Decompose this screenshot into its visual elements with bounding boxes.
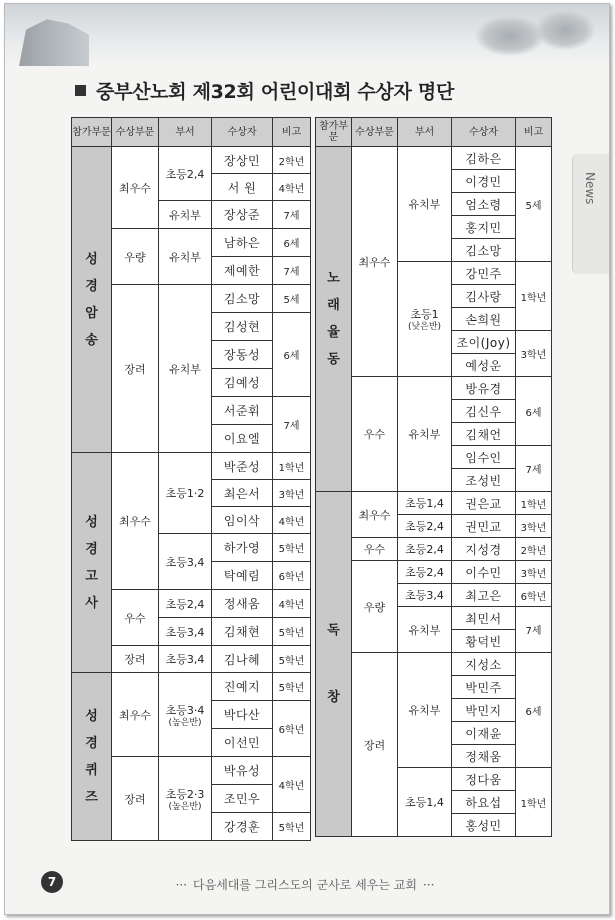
dept-cell: 유치부 [159,201,212,229]
header-category: 참가부문 [316,118,352,147]
winner-cell: 강경훈 [212,813,273,841]
winner-cell: 조성빈 [452,469,516,492]
dept-cell: 초등1·2 [159,453,212,534]
table-row [72,673,311,701]
winner-cell: 박민지 [452,699,516,722]
note-cell: 7세 [273,397,311,453]
dept-cell: 유치부 [159,229,212,285]
note-cell: 2학년 [273,147,311,174]
winner-cell: 진예지 [212,673,273,701]
winner-cell: 장상민 [212,147,273,174]
dept-cell: 초등1 (낮은반) [398,262,452,377]
page-title [75,77,454,104]
winner-cell: 김예성 [212,369,273,397]
note-cell: 7세 [273,201,311,229]
page [4,3,610,915]
note-cell: 4학년 [273,174,311,201]
award-cell: 장려 [112,757,159,841]
dept-cell: 초등2,4 [398,515,452,538]
note-cell: 3학년 [273,480,311,507]
note-cell: 6세 [516,377,552,446]
winner-cell: 권은교 [452,492,516,515]
note-cell: 1학년 [516,768,552,837]
dept-cell: 초등2,4 [398,561,452,584]
page-footer [5,866,609,896]
note-cell: 3학년 [516,561,552,584]
winner-cell: 김사랑 [452,285,516,308]
table-row [316,377,552,400]
award-cell: 우수 [352,377,398,492]
category-bible-quiz: 성 경 퀴 즈 [72,673,112,841]
table-row [72,453,311,480]
winner-cell: 장상준 [212,201,273,229]
page-number: 7 [41,871,63,893]
note-cell: 6세 [273,229,311,257]
winner-cell: 하가영 [212,534,273,562]
table-row [316,147,552,170]
note-cell: 6세 [273,313,311,397]
winner-cell: 박유성 [212,757,273,785]
winner-cell: 정새움 [212,590,273,618]
winner-cell: 박준성 [212,453,273,480]
dept-cell: 초등3,4 [159,534,212,590]
note-cell: 6학년 [273,701,311,757]
note-cell: 5학년 [273,534,311,562]
winner-cell: 하요섭 [452,791,516,814]
winner-cell: 이경민 [452,170,516,193]
winner-cell: 김나혜 [212,646,273,673]
note-cell: 4학년 [273,507,311,534]
note-cell: 4학년 [273,757,311,813]
winner-cell: 강민주 [452,262,516,285]
winner-cell: 박다산 [212,701,273,729]
winner-cell: 엄소령 [452,193,516,216]
note-cell: 7세 [516,446,552,492]
winner-cell: 김신우 [452,400,516,423]
dept-cell: 유치부 [398,653,452,768]
winner-cell: 이요엘 [212,425,273,453]
winner-cell: 탁예림 [212,562,273,590]
table-row [316,538,552,561]
note-cell: 6학년 [273,562,311,590]
note-cell: 5세 [273,285,311,313]
note-cell: 5세 [516,147,552,262]
award-cell: 우수 [352,538,398,561]
table-row [316,653,552,676]
header-note: 비고 [516,118,552,147]
dept-cell: 초등2,4 [398,538,452,561]
header-winner: 수상자 [212,118,273,147]
award-cell: 우량 [352,561,398,653]
note-cell: 3학년 [516,331,552,377]
winner-cell: 박민주 [452,676,516,699]
header-award: 수상부문 [352,118,398,147]
note-cell: 6학년 [516,584,552,607]
winner-cell: 임수인 [452,446,516,469]
building-illustration [19,14,89,66]
award-cell: 최우수 [112,673,159,757]
header-award: 수상부문 [112,118,159,147]
award-cell: 최우수 [112,147,159,229]
footer-motto: ··· 다음세대를 그리스도의 군사로 세우는 교회 ··· [175,878,435,892]
table-header-row [316,118,552,147]
cloud-illustration [475,16,545,56]
note-cell: 5학년 [273,618,311,646]
award-cell: 최우수 [352,492,398,538]
winner-cell: 최민서 [452,607,516,630]
winner-cell: 임이삭 [212,507,273,534]
awards-table-left [71,117,311,841]
header-dept: 부서 [398,118,452,147]
category-song-dance: 노 래 율 동 [316,147,352,492]
winner-cell: 김채현 [212,618,273,646]
winner-cell: 이재윤 [452,722,516,745]
dept-cell: 초등3,4 [398,584,452,607]
winner-cell: 제예한 [212,257,273,285]
winner-cell: 김성현 [212,313,273,341]
winner-cell: 홍지민 [452,216,516,239]
header-banner [5,4,609,66]
note-cell: 1학년 [516,262,552,331]
winner-cell: 이선민 [212,729,273,757]
note-cell: 4학년 [273,590,311,618]
dept-cell: 초등3,4 [159,646,212,673]
winner-cell: 권민교 [452,515,516,538]
dept-cell: 초등3·4 (높은반) [159,673,212,757]
award-cell: 장려 [352,653,398,837]
header-category: 참가부문 [72,118,112,147]
dept-cell: 초등2·3 (높은반) [159,757,212,841]
winner-cell: 최고은 [452,584,516,607]
category-bible-recitation: 성 경 암 송 [72,147,112,453]
dept-cell: 초등2,4 [159,590,212,618]
winner-cell: 방유경 [452,377,516,400]
award-cell: 우수 [112,590,159,646]
winner-cell: 조이(Joy) [452,331,516,354]
winner-cell: 김채언 [452,423,516,446]
news-side-tab [572,154,609,274]
award-cell: 최우수 [112,453,159,590]
note-cell: 5학년 [273,646,311,673]
page-title-text: 중부산노회 제32회 어린이대회 수상자 명단 [96,81,455,103]
dept-cell: 유치부 [398,377,452,492]
winner-cell: 정채움 [452,745,516,768]
winner-cell: 정다움 [452,768,516,791]
awards-table-right [315,117,552,837]
award-cell: 우량 [112,229,159,285]
award-cell: 장려 [112,285,159,453]
table-row [316,492,552,515]
dept-cell: 초등2,4 [159,147,212,201]
table-header-row [72,118,311,147]
dept-cell: 초등1,4 [398,492,452,515]
winner-cell: 예성운 [452,354,516,377]
note-cell: 1학년 [273,453,311,480]
winner-cell: 김소망 [452,239,516,262]
table-row [316,561,552,584]
category-solo: 독 창 [316,492,352,837]
winner-cell: 김소망 [212,285,273,313]
award-cell: 최우수 [352,147,398,377]
cloud-illustration [535,10,595,50]
header-note: 비고 [273,118,311,147]
note-cell: 6세 [516,653,552,768]
winner-cell: 남하은 [212,229,273,257]
dept-cell: 초등1,4 [398,768,452,837]
note-cell: 3학년 [516,515,552,538]
note-cell: 7세 [516,607,552,653]
winner-cell: 장동성 [212,341,273,369]
note-cell: 5학년 [273,813,311,841]
header-dept: 부서 [159,118,212,147]
winner-cell: 홍성민 [452,814,516,837]
winner-cell: 지성소 [452,653,516,676]
dept-cell: 유치부 [159,285,212,453]
winner-cell: 손희원 [452,308,516,331]
news-tab-label: News [583,172,597,205]
award-cell: 장려 [112,646,159,673]
dept-cell: 유치부 [398,147,452,262]
note-cell: 7세 [273,257,311,285]
dept-cell: 유치부 [398,607,452,653]
winner-cell: 황덕빈 [452,630,516,653]
note-cell: 5학년 [273,673,311,701]
square-bullet-icon [75,85,86,96]
note-cell: 1학년 [516,492,552,515]
table-row [72,147,311,174]
winner-cell: 이수민 [452,561,516,584]
winner-cell: 조민우 [212,785,273,813]
note-cell: 2학년 [516,538,552,561]
winner-cell: 김하은 [452,147,516,170]
winner-cell: 서 원 [212,174,273,201]
category-bible-exam: 성 경 고 사 [72,453,112,673]
winner-cell: 지성경 [452,538,516,561]
winner-cell: 최은서 [212,480,273,507]
header-winner: 수상자 [452,118,516,147]
winner-cell: 서준휘 [212,397,273,425]
dept-cell: 초등3,4 [159,618,212,646]
